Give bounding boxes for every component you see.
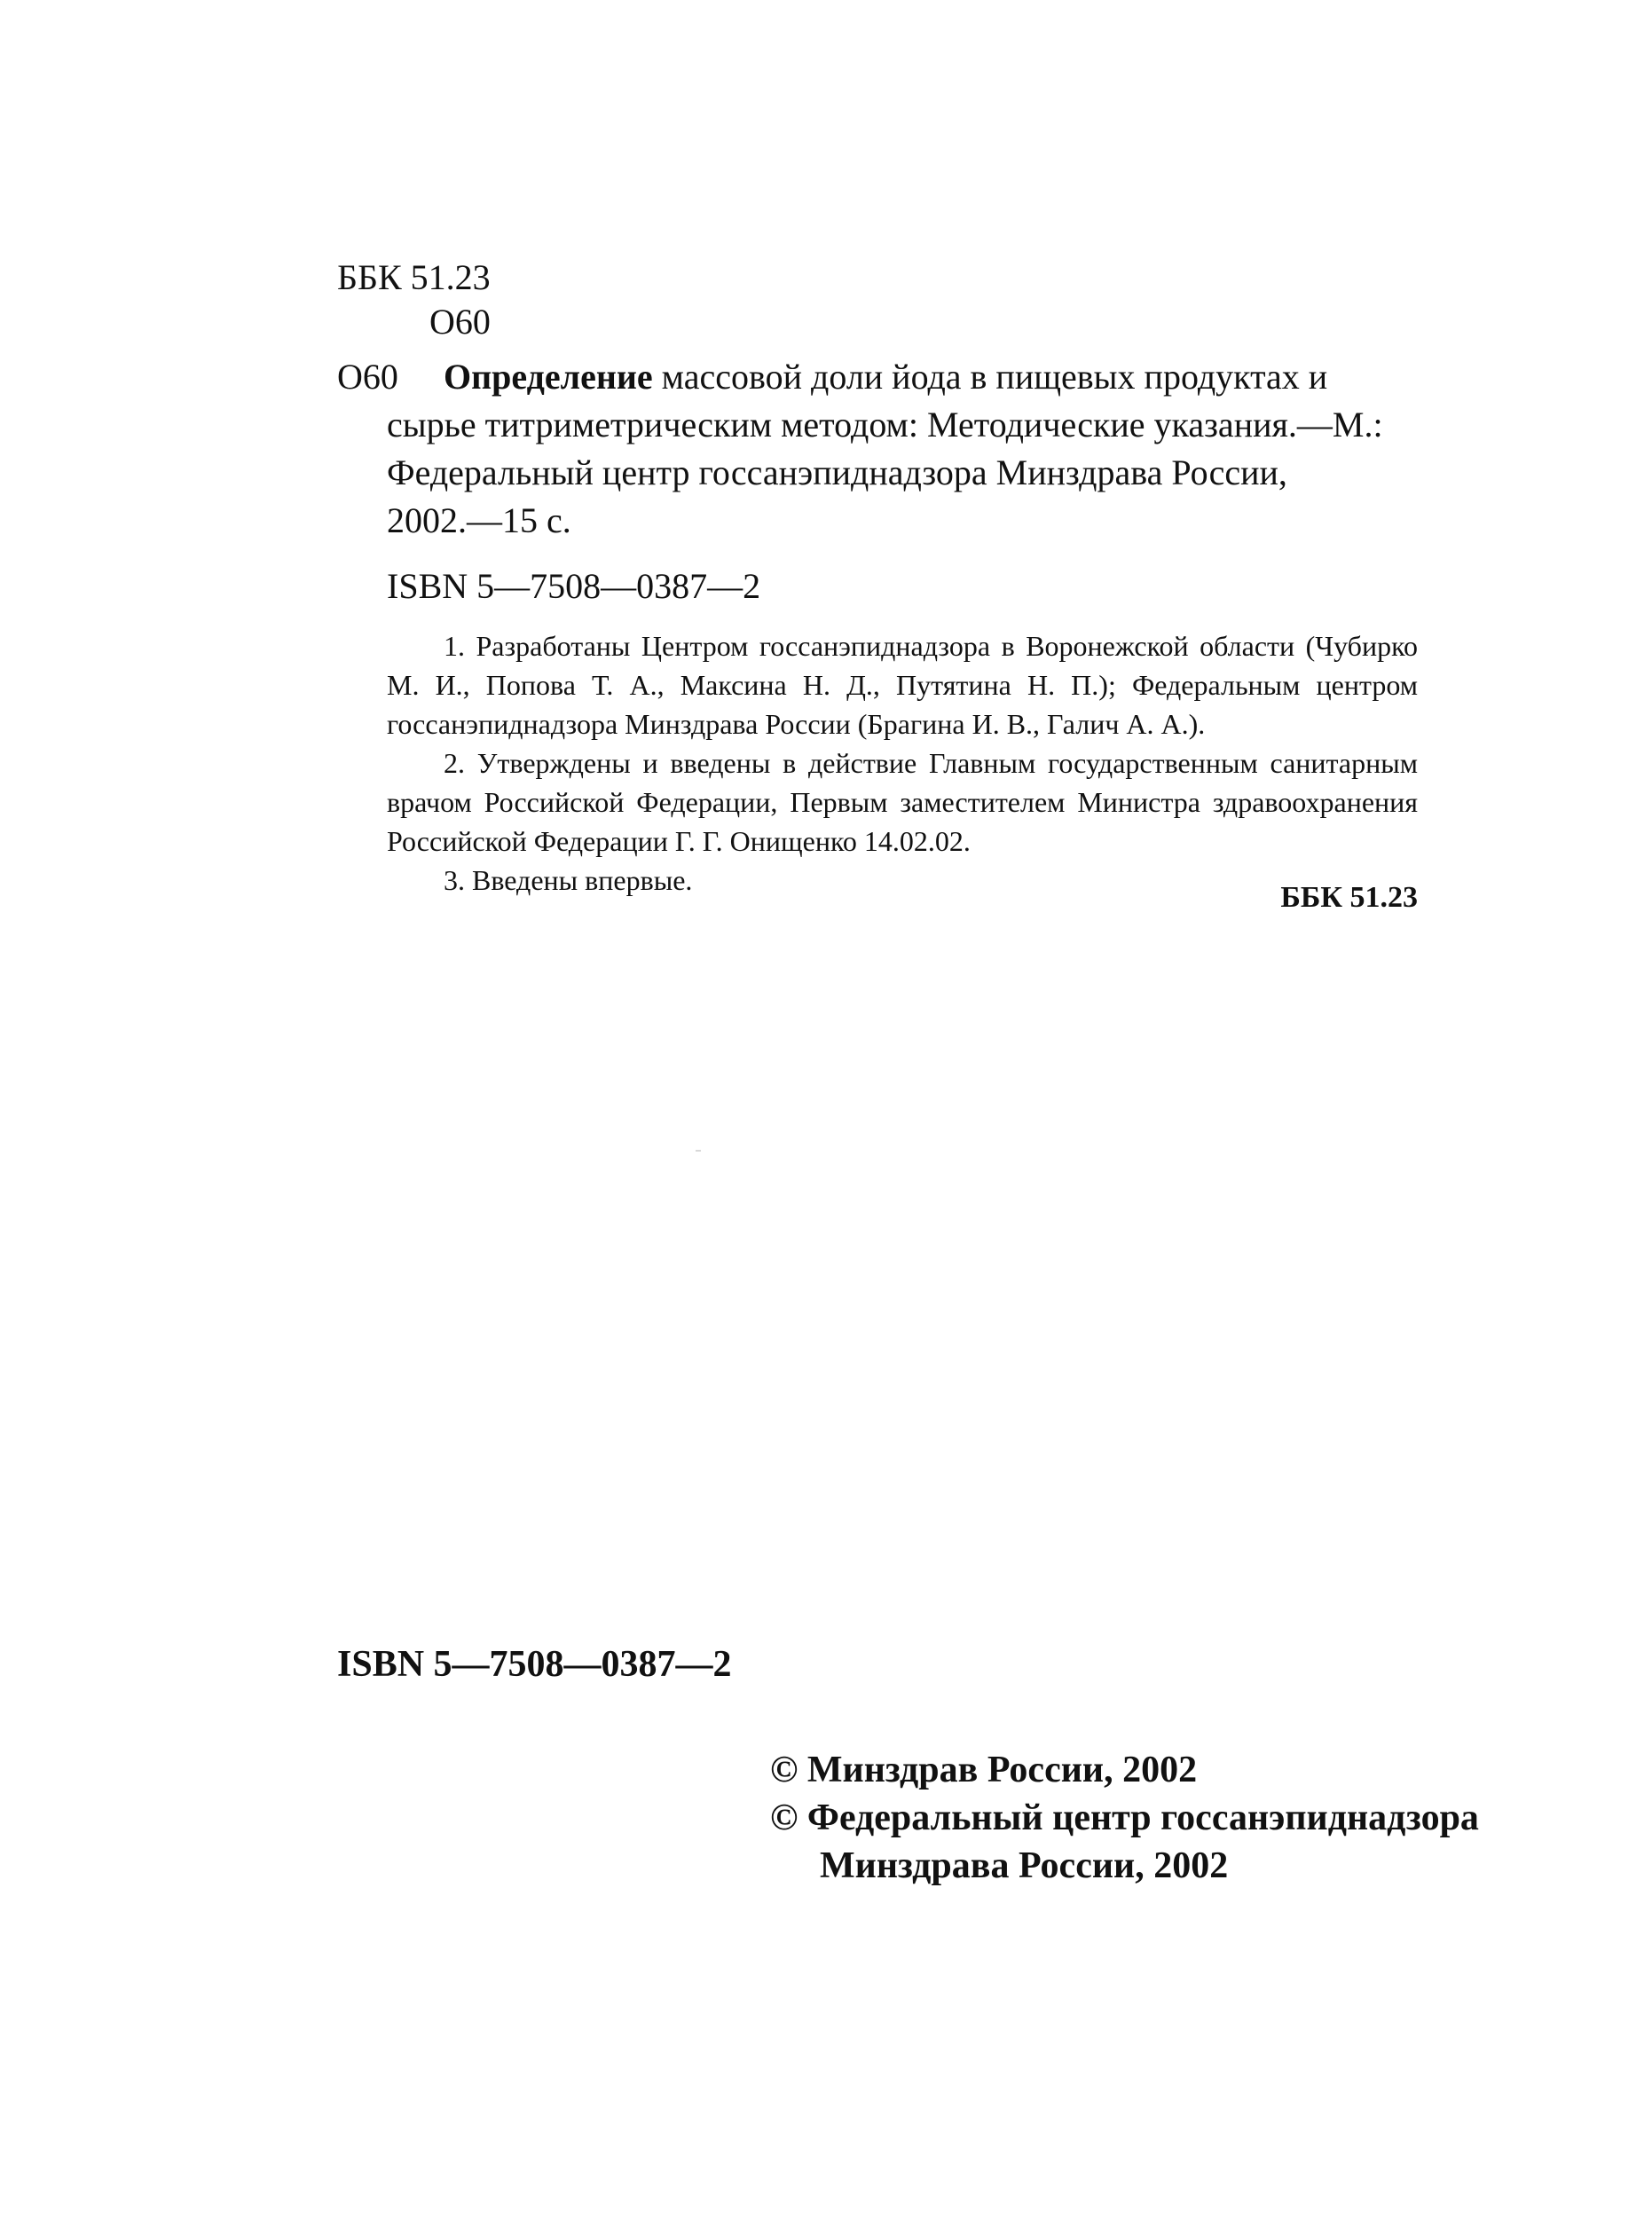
entry-title-bold: Определение — [444, 357, 653, 397]
scan-speck — [696, 1150, 701, 1152]
copyright-center-cont: Минздрава России, 2002 — [820, 1845, 1229, 1886]
bbk-code-right: ББК 51.23 — [1280, 881, 1418, 914]
entry-author-mark: О60 — [337, 357, 398, 397]
note-introduced: 3. Введены впервые. — [444, 864, 693, 896]
isbn-bold: ISBN 5—7508—0387—2 — [337, 1644, 732, 1685]
entry-line4: 2002.—15 с. — [387, 500, 571, 540]
note-developed: 1. Разработаны Центром госсанэпиднадзора в Воронежской области (Чубирко М. И., Попова Т. А., Максина Н. Д., Путятина Н. П.); Федеральным центром госсанэпиднадзора Минздрава России (Брагина И. В., Галич А. А.). — [387, 630, 1418, 740]
entry-line2: сырье титриметрическим методом: Методические указания.—М.: — [387, 405, 1383, 444]
note-approved: 2. Утверждены и введены в действие Главным государственным санитарным врачом Российской Федерации, Первым заместителем Министра здравоохранения Российской Федерации Г. Г. Онищенко 14.02.02. — [387, 747, 1418, 857]
isbn-line: ISBN 5—7508—0387—2 — [387, 566, 761, 606]
entry-line1-rest: массовой доли йода в пищевых продуктах и — [661, 357, 1328, 397]
entry-line3: Федеральный центр госсанэпиднадзора Минздрава России, — [387, 452, 1287, 492]
copyright-block — [770, 1746, 1479, 1890]
copyright-ministry: © Минздрав России, 2002 — [770, 1750, 1198, 1790]
copyright-center: © Федеральный центр госсанэпиднадзора — [770, 1797, 1479, 1838]
bbk-header — [337, 256, 491, 344]
bbk-code: ББК 51.23 — [337, 257, 491, 297]
author-mark: О60 — [429, 302, 491, 342]
bibliographic-entry — [337, 353, 1418, 545]
notes-block — [387, 626, 1418, 900]
